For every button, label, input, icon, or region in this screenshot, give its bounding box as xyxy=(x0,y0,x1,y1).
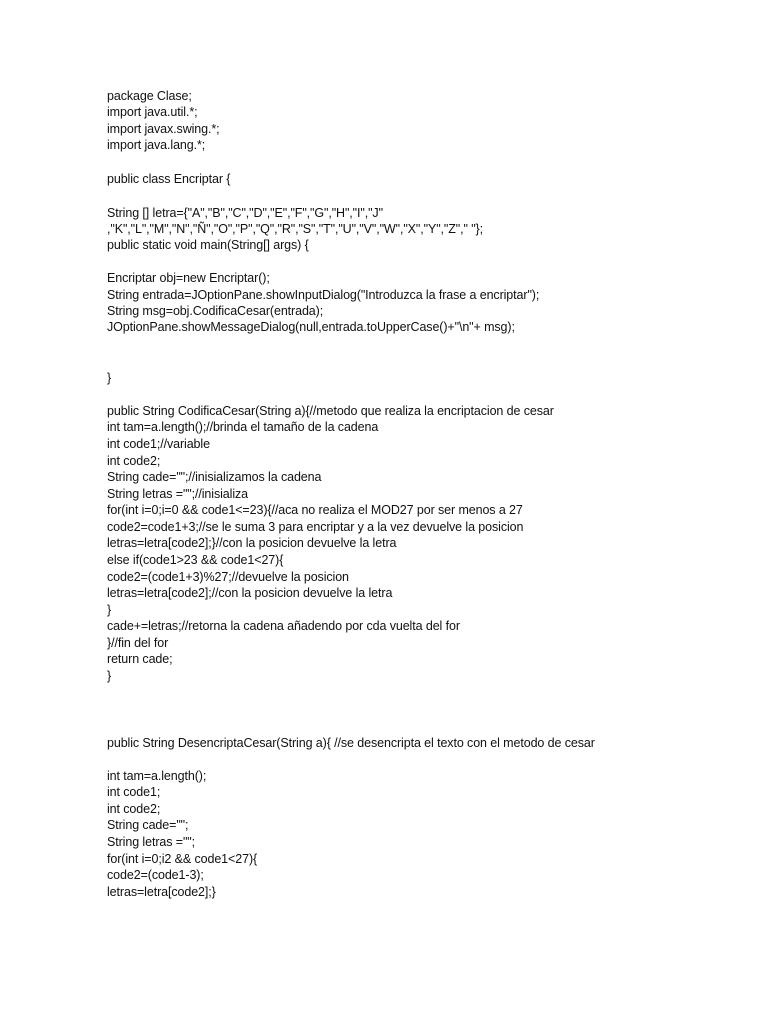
code-line: String msg=obj.CodificaCesar(entrada); xyxy=(107,304,324,318)
code-line: int code1; xyxy=(107,785,161,799)
code-line: ,"K","L","M","N","Ñ","O","P","Q","R","S","T","U","V","W","X","Y","Z"," "}; xyxy=(107,222,483,236)
code-line: } xyxy=(107,371,112,385)
code-line: public class Encriptar { xyxy=(107,172,231,186)
code-line: code2=code1+3;//se le suma 3 para encriptar y a la vez devuelve la posicion xyxy=(107,520,524,534)
code-line: package Clase; xyxy=(107,89,192,103)
code-line: for(int i=0;i2 && code1<27){ xyxy=(107,852,258,866)
code-line: code2=(code1-3); xyxy=(107,868,204,882)
code-line: JOptionPane.showMessageDialog(null,entrada.toUpperCase()+"\n"+ msg); xyxy=(107,320,515,334)
code-line: import java.lang.*; xyxy=(107,138,206,152)
code-line: String letras ="";//inisializa xyxy=(107,487,249,501)
code-line: import java.util.*; xyxy=(107,105,198,119)
code-line: public static void main(String[] args) { xyxy=(107,238,309,252)
code-line: } xyxy=(107,669,112,683)
code-line: Encriptar obj=new Encriptar(); xyxy=(107,271,270,285)
code-line: letras=letra[code2];}//con la posicion devuelve la letra xyxy=(107,536,397,550)
code-line: letras=letra[code2];} xyxy=(107,885,216,899)
code-line: int code1;//variable xyxy=(107,437,210,451)
code-line: String cade="";//inisializamos la cadena xyxy=(107,470,322,484)
code-line: int tam=a.length();//brinda el tamaño de la cadena xyxy=(107,420,379,434)
code-line: }//fin del for xyxy=(107,636,169,650)
code-line: String [] letra={"A","B","C","D","E","F","G","H","I","J" xyxy=(107,206,383,220)
code-line: String letras =""; xyxy=(107,835,196,849)
code-line: letras=letra[code2];//con la posicion devuelve la letra xyxy=(107,586,393,600)
code-line: int code2; xyxy=(107,802,161,816)
code-line: else if(code1>23 && code1<27){ xyxy=(107,553,284,567)
code-line: String cade=""; xyxy=(107,818,189,832)
code-line: import javax.swing.*; xyxy=(107,122,220,136)
code-line: int code2; xyxy=(107,454,161,468)
code-line: for(int i=0;i=0 && code1<=23){//aca no realiza el MOD27 por ser menos a 27 xyxy=(107,503,523,517)
code-line: String entrada=JOptionPane.showInputDialog("Introduzca la frase a encriptar"); xyxy=(107,288,540,302)
code-line: return cade; xyxy=(107,652,173,666)
code-line: } xyxy=(107,603,112,617)
code-line: public String CodificaCesar(String a){//metodo que realiza la encriptacion de cesar xyxy=(107,404,554,418)
code-line: code2=(code1+3)%27;//devuelve la posicion xyxy=(107,570,349,584)
code-line: public String DesencriptaCesar(String a){ //se desencripta el texto con el metodo de cesar xyxy=(107,736,595,750)
code-line: cade+=letras;//retorna la cadena añadendo por cda vuelta del for xyxy=(107,619,460,633)
code-line: int tam=a.length(); xyxy=(107,769,207,783)
